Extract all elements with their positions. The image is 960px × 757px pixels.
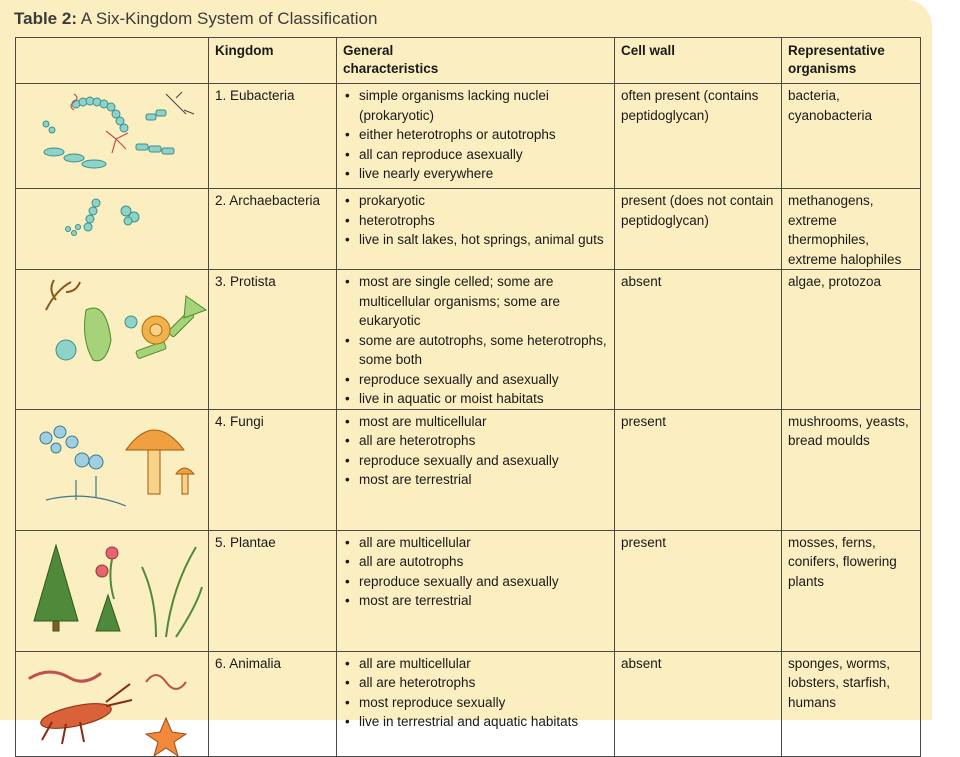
characteristic-item: • live in terrestrial and aquatic habitats [343, 712, 608, 732]
characteristic-item: • most are multicellular [343, 412, 608, 432]
table-row [16, 409, 921, 530]
characteristics-cell [337, 651, 615, 756]
organisms-value: sponges, worms, lobsters, starfish, humans [782, 651, 921, 756]
kingdom-name: 3. Protista [209, 270, 337, 410]
table-row [16, 270, 921, 410]
characteristic-item: • live nearly everywhere [343, 164, 608, 184]
characteristic-item: • reproduce sexually and asexually [343, 370, 608, 390]
characteristic-item: • reproduce sexually and asexually [343, 451, 608, 471]
organisms-value: mosses, ferns, conifers, flowering plants [782, 530, 921, 651]
table-row [16, 651, 921, 756]
characteristic-item: • some are autotrophs, some heterotrophs, some both [343, 331, 608, 370]
characteristic-item: • all are multicellular [343, 533, 608, 553]
header-characteristics: General characteristics [337, 38, 615, 84]
characteristics-cell [337, 409, 615, 530]
characteristic-item: • live in salt lakes, hot springs, animal guts [343, 230, 608, 250]
cell-wall-value: often present (contains peptidoglycan) [615, 84, 782, 189]
protista-illustration [16, 270, 209, 410]
characteristics-cell [337, 189, 615, 270]
kingdom-name: 2. Archaebacteria [209, 189, 337, 270]
characteristic-item: • all can reproduce asexually [343, 145, 608, 165]
kingdom-name: 4. Fungi [209, 409, 337, 530]
characteristics-cell [337, 270, 615, 410]
caption-label: Table 2: [14, 9, 77, 28]
cell-wall-value: absent [615, 651, 782, 756]
characteristic-item: • reproduce sexually and asexually [343, 572, 608, 592]
characteristic-item: • prokaryotic [343, 191, 608, 211]
organisms-value: methanogens, extreme thermophiles, extreme halophiles [782, 189, 921, 270]
cell-wall-value: absent [615, 270, 782, 410]
characteristic-item: • simple organisms lacking nuclei (prokaryotic) [343, 86, 608, 125]
characteristics-cell [337, 530, 615, 651]
organisms-value: algae, protozoa [782, 270, 921, 410]
table-row [16, 84, 921, 189]
header-organisms: Representative organisms [782, 38, 921, 84]
characteristic-item: • heterotrophs [343, 211, 608, 231]
kingdom-name: 5. Plantae [209, 530, 337, 651]
characteristics-cell [337, 84, 615, 189]
kingdom-name: 6. Animalia [209, 651, 337, 756]
table-caption [14, 9, 377, 29]
plantae-illustration [16, 530, 209, 651]
characteristic-item: • most are terrestrial [343, 470, 608, 490]
table-row [16, 189, 921, 270]
characteristic-item: • most reproduce sexually [343, 693, 608, 713]
characteristic-item: • most are single celled; some are multicellular organisms; some are eukaryotic [343, 272, 608, 331]
cell-wall-value: present [615, 530, 782, 651]
archaebacteria-illustration [16, 189, 209, 270]
organisms-value: bacteria, cyanobacteria [782, 84, 921, 189]
characteristic-item: • either heterotrophs or autotrophs [343, 125, 608, 145]
table-row [16, 530, 921, 651]
characteristic-item: • most are terrestrial [343, 591, 608, 611]
fungi-illustration [16, 409, 209, 530]
characteristic-item: • all are heterotrophs [343, 431, 608, 451]
caption-text: A Six-Kingdom System of Classification [76, 9, 378, 28]
header-row [16, 38, 921, 84]
cell-wall-value: present [615, 409, 782, 530]
animalia-illustration [16, 651, 209, 756]
cell-wall-value: present (does not contain peptidoglycan) [615, 189, 782, 270]
characteristic-item: • live in aquatic or moist habitats [343, 389, 608, 409]
characteristic-item: • all are heterotrophs [343, 673, 608, 693]
eubacteria-illustration [16, 84, 209, 189]
classification-table [15, 37, 921, 757]
header-cell-wall: Cell wall [615, 38, 782, 84]
header-kingdom: Kingdom [209, 38, 337, 84]
organisms-value: mushrooms, yeasts, bread moulds [782, 409, 921, 530]
characteristic-item: • all are autotrophs [343, 552, 608, 572]
kingdom-name: 1. Eubacteria [209, 84, 337, 189]
header-illustration [16, 38, 209, 84]
characteristic-item: • all are multicellular [343, 654, 608, 674]
